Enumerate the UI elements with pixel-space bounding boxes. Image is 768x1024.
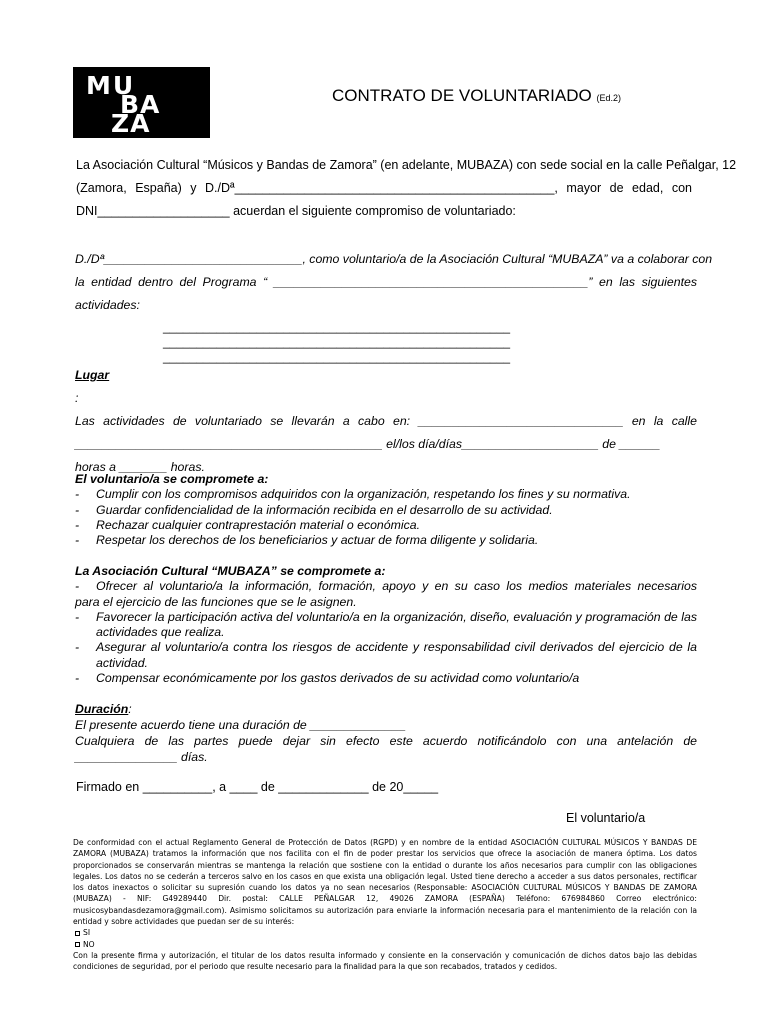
colabora-line-1: D./Dª_____________________________, como voluntario/a de la Asociación Cultural “MUBAZA” va a colaborar con — [75, 252, 713, 266]
colabora-line-3: actividades: — [75, 298, 140, 312]
list-item-text: Cumplir con los compromisos adquiridos con la organización, respetando los fines y su normativa. — [96, 487, 631, 502]
association-commitments — [75, 564, 697, 686]
list-item-text: Rechazar cualquier contraprestación material o económica. — [96, 517, 420, 532]
logo-line-3: ZA — [111, 109, 151, 138]
data-protection-notice — [73, 837, 697, 973]
list-item-text: Respetar los derechos de los beneficiarios y actuar de forma diligente y solidaria. — [96, 533, 539, 548]
legal-text-2: Con la presente firma y autorización, el titular de los datos resulta informado y consiente en la conservación y comunicación de dichos datos bajo las debidas condiciones de seguridad, por el periodo que resulte necesario para la finalidad para la que son recabados, tratados y cedidos. — [73, 950, 697, 972]
option-si-label: SI — [83, 928, 91, 938]
option-si[interactable] — [73, 927, 697, 938]
intro-line-3: DNI___________________ acuerdan el siguiente compromiso de voluntariado: — [76, 204, 516, 218]
signed-at-line: Firmado en __________, a ____ de _____________ de 20_____ — [76, 780, 439, 794]
list-item: - Rechazar cualquier contraprestación material o económica. — [75, 517, 420, 532]
logo-line-1: MU — [86, 71, 136, 100]
list-item: - Guardar confidencialidad de la información recibida en el desarrollo de su actividad. — [75, 502, 553, 517]
option-no[interactable] — [73, 939, 697, 950]
intro-line-2: (Zamora, España) y D./Dª______________________________________________, mayor de edad, con — [76, 181, 692, 195]
volunteer-signature-label: El voluntario/a — [566, 811, 646, 825]
activities-blank-lines — [163, 320, 510, 365]
association-heading: La Asociación Cultural “MUBAZA” se compromete a: — [75, 564, 386, 578]
duration-line-2: Cualquiera de las partes puede dejar sin efecto este acuerdo notificándolo con una antelación de — [75, 734, 697, 748]
mubaza-logo — [73, 67, 210, 138]
list-item-text: Favorecer la participación activa del voluntario/a en la organización, diseño, evaluación y programación de las actividades que realiza. — [96, 609, 697, 640]
lugar-heading: Lugar — [75, 368, 110, 382]
title-text: CONTRATO DE VOLUNTARIADO — [332, 86, 592, 105]
title-edition: (Ed.2) — [596, 93, 621, 103]
intro-line-1: La Asociación Cultural “Músicos y Bandas de Zamora” (en adelante, MUBAZA) con sede social en la calle Peñalgar, 12 — [76, 158, 737, 172]
checkbox-icon[interactable] — [75, 931, 80, 936]
intro-paragraph — [76, 154, 737, 223]
logo-line-2: BA — [120, 90, 161, 119]
lugar-line-3: horas a _______ horas. — [75, 460, 205, 474]
list-item: - Favorecer la participación activa del voluntario/a en la organización, diseño, evaluación y programación de las actividades que realiza. — [75, 609, 697, 640]
list-item: - Compensar económicamente por los gastos derivados de su actividad como voluntario/a — [75, 671, 580, 686]
duration-line-3: _______________ días. — [75, 750, 208, 764]
list-item-continuation: para el ejercicio de las funciones que se le asignen. — [75, 594, 357, 609]
legal-text-1: De conformidad con el actual Reglamento General de Protección de Datos (RGPD) y en nombre de la entidad ASOCIACIÓN CULTURAL MÚSICOS Y BANDAS DE ZAMORA (MUBAZA) tratamos la información que nos facilita con el fin de poder prestar los servicios que ofrece la asociación de manera óptima. Los datos proporcionados se conservarán mientras se mantenga la relación que sostiene con la entidad o durante los años necesarios para cumplir con las obligaciones legales. Los datos no se cederán a terceros salvo en los casos en que exista una obligación legal. Usted tiene derecho a acceder a sus datos personales, rectificar los datos inexactos o solicitar su supresión cuando los datos ya no sean necesarios (Responsable: ASOCIACIÓN CULTURAL MÚSICOS Y BANDAS DE ZAMORA (MUBAZA) - NIF: G49289440 Dir. postal: CALLE PEÑALGAR 12, 49026 ZAMORA (ESPAÑA) Teléfono: 676984860 Correo electrónico: musicosybandasdezamora@gmail.com). Asimismo solicitamos su autorización para enviarle la información necesaria para el mantenimiento de la relación con la entidad y sobre actividades que puedan ser de su interés: — [73, 838, 697, 927]
list-item-text: Guardar confidencialidad de la información recibida en el desarrollo de su actividad. — [96, 502, 553, 517]
volunteer-heading: El voluntario/a se compromete a: — [75, 472, 269, 486]
lugar-line-1: Las actividades de voluntariado se llevarán a cabo en: ______________________________ en la calle — [75, 414, 697, 428]
document-title — [332, 86, 621, 108]
duration-heading: Duración — [75, 702, 129, 716]
list-item: - Ofrecer al voluntario/a la información, formación, apoyo y en su caso los medios materiales necesarios — [75, 579, 697, 594]
lugar-section: Lugar : Las actividades de voluntariado se llevarán a cabo en: ______________________________ en la calle _____________________________________________ el/los día/días____________________ de ______ horas a _______ horas. — [75, 364, 697, 479]
list-item: - Asegurar al voluntario/a contra los riesgos de accidente y responsabilidad civil derivados del ejercicio de la actividad. — [75, 640, 697, 670]
list-item: - Cumplir con los compromisos adquiridos con la organización, respetando los fines y su normativa. — [75, 487, 631, 502]
option-no-label: NO — [83, 939, 95, 949]
duration-section: Duración: El presente acuerdo tiene una duración de ______________ Cualquiera de las partes puede dejar sin efecto este acuerdo notificándolo con una antelación de _______________ días. — [75, 702, 697, 764]
volunteer-commitments — [75, 472, 697, 548]
collaboration-paragraph — [75, 248, 713, 317]
activity-line: ____________________________________________________ — [163, 350, 511, 364]
list-item-text: Asegurar al voluntario/a contra los riesgos de accidente y responsabilidad civil derivados del ejercicio de la actividad. — [96, 640, 697, 670]
checkbox-icon[interactable] — [75, 942, 80, 947]
list-item-text: Ofrecer al voluntario/a la información, formación, apoyo y en su caso los medios materiales necesarios — [96, 579, 697, 594]
duration-line-1: El presente acuerdo tiene una duración de ______________ — [75, 718, 406, 732]
lugar-line-2: _____________________________________________ el/los día/días____________________ de ______ — [75, 437, 661, 451]
list-item-text: Compensar económicamente por los gastos derivados de su actividad como voluntario/a — [96, 671, 580, 686]
activity-line: ____________________________________________________ — [163, 335, 511, 349]
list-item: - Respetar los derechos de los beneficiarios y actuar de forma diligente y solidaria. — [75, 533, 539, 548]
activity-line: ____________________________________________________ — [163, 320, 511, 334]
colabora-line-2: la entidad dentro del Programa “ ______________________________________________” en las siguientes — [75, 275, 697, 289]
